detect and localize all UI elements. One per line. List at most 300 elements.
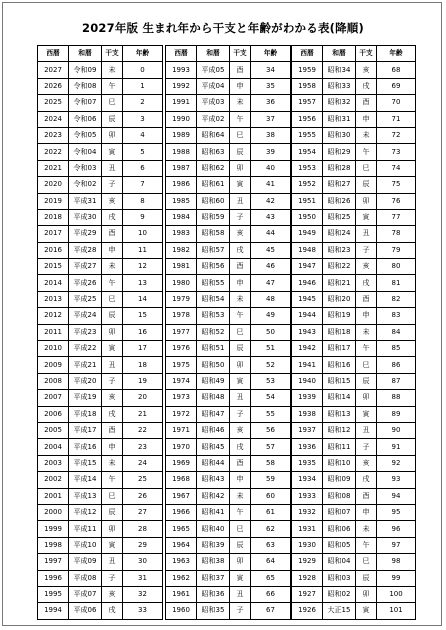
table-row <box>292 521 416 537</box>
eto-cell: 亥 <box>230 226 251 242</box>
header-eto: 干支 <box>356 46 377 62</box>
seireki-cell: 1972 <box>166 406 197 422</box>
wareki-cell: 平成03 <box>197 95 230 111</box>
eto-cell: 寅 <box>102 537 123 553</box>
age-cell: 7 <box>123 177 163 193</box>
table-row <box>166 291 291 307</box>
seireki-cell: 1975 <box>166 357 197 373</box>
table-row <box>292 570 416 586</box>
wareki-cell: 平成14 <box>69 472 102 488</box>
seireki-cell: 2012 <box>38 308 69 324</box>
age-cell: 52 <box>251 357 291 373</box>
age-cell: 92 <box>377 455 416 471</box>
seireki-cell: 1963 <box>166 554 197 570</box>
header-wareki: 和暦 <box>323 46 356 62</box>
eto-cell: 申 <box>356 111 377 127</box>
eto-cell: 酉 <box>102 226 123 242</box>
seireki-cell: 1979 <box>166 291 197 307</box>
age-cell: 46 <box>251 259 291 275</box>
table-row <box>38 406 163 422</box>
seireki-cell: 2008 <box>38 373 69 389</box>
table-row <box>38 439 163 455</box>
table-row <box>292 127 416 143</box>
table-row <box>292 259 416 275</box>
eto-cell: 巳 <box>356 357 377 373</box>
eto-cell: 申 <box>102 439 123 455</box>
age-cell: 31 <box>123 570 163 586</box>
table-row <box>38 554 163 570</box>
seireki-cell: 2011 <box>38 324 69 340</box>
eto-cell: 戌 <box>230 242 251 258</box>
seireki-cell: 1964 <box>166 537 197 553</box>
seireki-cell: 1991 <box>166 95 197 111</box>
wareki-cell: 昭和57 <box>197 242 230 258</box>
seireki-cell: 1980 <box>166 275 197 291</box>
wareki-cell: 昭和51 <box>197 341 230 357</box>
table-row <box>292 603 416 619</box>
age-cell: 72 <box>377 127 416 143</box>
seireki-cell: 1959 <box>292 62 323 78</box>
seireki-cell: 1950 <box>292 209 323 225</box>
header-seireki: 西暦 <box>166 46 197 62</box>
table-row <box>292 554 416 570</box>
table-row <box>292 422 416 438</box>
wareki-cell: 昭和09 <box>323 472 356 488</box>
seireki-cell: 1968 <box>166 472 197 488</box>
eto-cell: 午 <box>356 144 377 160</box>
seireki-cell: 1961 <box>166 586 197 602</box>
wareki-cell: 昭和18 <box>323 324 356 340</box>
age-cell: 13 <box>123 275 163 291</box>
eto-cell: 戌 <box>102 603 123 619</box>
eto-cell: 寅 <box>356 209 377 225</box>
seireki-cell: 1971 <box>166 422 197 438</box>
eto-cell: 卯 <box>356 390 377 406</box>
seireki-cell: 2021 <box>38 160 69 176</box>
wareki-cell: 令和05 <box>69 127 102 143</box>
table-row <box>38 127 163 143</box>
age-cell: 55 <box>251 406 291 422</box>
eto-cell: 丑 <box>102 554 123 570</box>
age-cell: 5 <box>123 144 163 160</box>
table-row <box>292 160 416 176</box>
eto-cell: 午 <box>102 275 123 291</box>
seireki-cell: 1948 <box>292 242 323 258</box>
eto-cell: 卯 <box>230 554 251 570</box>
age-cell: 68 <box>377 62 416 78</box>
wareki-cell: 昭和58 <box>197 226 230 242</box>
eto-cell: 丑 <box>102 160 123 176</box>
header-age: 年齢 <box>251 46 291 62</box>
table-row <box>292 144 416 160</box>
age-cell: 1 <box>123 78 163 94</box>
age-cell: 18 <box>123 357 163 373</box>
eto-cell: 辰 <box>230 537 251 553</box>
wareki-cell: 平成17 <box>69 422 102 438</box>
table-column-3 <box>291 45 416 620</box>
seireki-cell: 2010 <box>38 341 69 357</box>
eto-cell: 未 <box>230 291 251 307</box>
table-row <box>38 455 163 471</box>
table-row <box>166 308 291 324</box>
seireki-cell: 1973 <box>166 390 197 406</box>
eto-cell: 寅 <box>230 373 251 389</box>
eto-cell: 亥 <box>356 62 377 78</box>
age-cell: 80 <box>377 259 416 275</box>
wareki-cell: 平成12 <box>69 504 102 520</box>
seireki-cell: 2017 <box>38 226 69 242</box>
age-cell: 96 <box>377 521 416 537</box>
wareki-cell: 昭和52 <box>197 324 230 340</box>
seireki-cell: 1937 <box>292 422 323 438</box>
table-row <box>166 160 291 176</box>
eto-cell: 未 <box>102 455 123 471</box>
table-row <box>38 357 163 373</box>
age-cell: 97 <box>377 537 416 553</box>
age-cell: 59 <box>251 472 291 488</box>
seireki-cell: 1993 <box>166 62 197 78</box>
eto-cell: 寅 <box>230 177 251 193</box>
seireki-cell: 2002 <box>38 472 69 488</box>
eto-cell: 巳 <box>102 488 123 504</box>
table-row <box>292 324 416 340</box>
age-cell: 71 <box>377 111 416 127</box>
wareki-cell: 平成20 <box>69 373 102 389</box>
seireki-cell: 2001 <box>38 488 69 504</box>
eto-cell: 午 <box>230 308 251 324</box>
age-cell: 99 <box>377 570 416 586</box>
age-cell: 77 <box>377 209 416 225</box>
age-cell: 93 <box>377 472 416 488</box>
table-row <box>292 472 416 488</box>
age-cell: 88 <box>377 390 416 406</box>
wareki-cell: 平成16 <box>69 439 102 455</box>
table-row <box>166 439 291 455</box>
eto-cell: 卯 <box>102 324 123 340</box>
seireki-cell: 1927 <box>292 586 323 602</box>
wareki-cell: 昭和61 <box>197 177 230 193</box>
table-row <box>166 259 291 275</box>
age-cell: 41 <box>251 177 291 193</box>
age-cell: 49 <box>251 308 291 324</box>
seireki-cell: 1983 <box>166 226 197 242</box>
wareki-cell: 平成04 <box>197 78 230 94</box>
wareki-cell: 昭和38 <box>197 554 230 570</box>
age-cell: 26 <box>123 488 163 504</box>
table-row <box>166 406 291 422</box>
eto-cell: 巳 <box>230 324 251 340</box>
seireki-cell: 1938 <box>292 406 323 422</box>
age-cell: 69 <box>377 78 416 94</box>
age-cell: 3 <box>123 111 163 127</box>
seireki-cell: 1947 <box>292 259 323 275</box>
wareki-cell: 平成31 <box>69 193 102 209</box>
wareki-cell: 昭和29 <box>323 144 356 160</box>
wareki-cell: 令和08 <box>69 78 102 94</box>
wareki-cell: 昭和45 <box>197 439 230 455</box>
seireki-cell: 2014 <box>38 275 69 291</box>
age-cell: 20 <box>123 390 163 406</box>
wareki-cell: 平成05 <box>197 62 230 78</box>
age-cell: 4 <box>123 127 163 143</box>
table-column-1 <box>37 45 163 620</box>
table-row <box>38 488 163 504</box>
eto-cell: 子 <box>102 373 123 389</box>
wareki-cell: 昭和15 <box>323 373 356 389</box>
wareki-cell: 平成21 <box>69 357 102 373</box>
age-cell: 38 <box>251 127 291 143</box>
wareki-cell: 昭和28 <box>323 160 356 176</box>
eto-cell: 子 <box>356 242 377 258</box>
age-cell: 61 <box>251 504 291 520</box>
table-row <box>38 472 163 488</box>
wareki-cell: 昭和02 <box>323 586 356 602</box>
eto-cell: 午 <box>356 341 377 357</box>
wareki-cell: 昭和41 <box>197 504 230 520</box>
eto-cell: 寅 <box>356 603 377 619</box>
age-cell: 85 <box>377 341 416 357</box>
wareki-cell: 昭和49 <box>197 373 230 389</box>
seireki-cell: 2023 <box>38 127 69 143</box>
eto-cell: 申 <box>102 242 123 258</box>
wareki-cell: 平成29 <box>69 226 102 242</box>
seireki-cell: 2006 <box>38 406 69 422</box>
eto-cell: 亥 <box>230 422 251 438</box>
table-row <box>38 324 163 340</box>
wareki-cell: 昭和21 <box>323 275 356 291</box>
table-row <box>292 341 416 357</box>
age-cell: 78 <box>377 226 416 242</box>
wareki-cell: 昭和42 <box>197 488 230 504</box>
age-cell: 81 <box>377 275 416 291</box>
seireki-cell: 1946 <box>292 275 323 291</box>
seireki-cell: 1943 <box>292 324 323 340</box>
seireki-cell: 1998 <box>38 537 69 553</box>
eto-cell: 酉 <box>102 422 123 438</box>
table-row <box>292 390 416 406</box>
eto-cell: 亥 <box>102 193 123 209</box>
age-cell: 28 <box>123 521 163 537</box>
wareki-cell: 昭和36 <box>197 586 230 602</box>
table-row <box>292 357 416 373</box>
wareki-cell: 昭和12 <box>323 422 356 438</box>
seireki-cell: 1952 <box>292 177 323 193</box>
eto-cell: 亥 <box>356 455 377 471</box>
wareki-cell: 昭和30 <box>323 127 356 143</box>
wareki-cell: 昭和27 <box>323 177 356 193</box>
seireki-cell: 1986 <box>166 177 197 193</box>
age-cell: 62 <box>251 521 291 537</box>
wareki-cell: 昭和44 <box>197 455 230 471</box>
wareki-cell: 昭和35 <box>197 603 230 619</box>
eto-cell: 卯 <box>230 160 251 176</box>
header-eto: 干支 <box>102 46 123 62</box>
eto-cell: 未 <box>356 521 377 537</box>
eto-cell: 未 <box>356 324 377 340</box>
table-row <box>166 78 291 94</box>
eto-cell: 辰 <box>356 570 377 586</box>
age-cell: 91 <box>377 439 416 455</box>
wareki-cell: 平成11 <box>69 521 102 537</box>
seireki-cell: 1930 <box>292 537 323 553</box>
eto-cell: 未 <box>230 95 251 111</box>
eto-cell: 亥 <box>102 586 123 602</box>
table-row <box>166 242 291 258</box>
eto-cell: 卯 <box>356 586 377 602</box>
table-row <box>38 275 163 291</box>
header-eto: 干支 <box>230 46 251 62</box>
age-cell: 32 <box>123 586 163 602</box>
seireki-cell: 1941 <box>292 357 323 373</box>
age-cell: 34 <box>251 62 291 78</box>
wareki-cell: 昭和24 <box>323 226 356 242</box>
wareki-cell: 平成30 <box>69 209 102 225</box>
age-cell: 76 <box>377 193 416 209</box>
table-row <box>38 521 163 537</box>
age-cell: 66 <box>251 586 291 602</box>
eto-cell: 午 <box>102 78 123 94</box>
table-row <box>38 537 163 553</box>
table-row <box>292 226 416 242</box>
age-cell: 84 <box>377 324 416 340</box>
eto-cell: 申 <box>230 275 251 291</box>
age-cell: 45 <box>251 242 291 258</box>
table-row <box>166 390 291 406</box>
seireki-cell: 2015 <box>38 259 69 275</box>
seireki-cell: 1977 <box>166 324 197 340</box>
seireki-cell: 1962 <box>166 570 197 586</box>
table-row <box>38 193 163 209</box>
eto-cell: 未 <box>356 127 377 143</box>
eto-cell: 卯 <box>356 193 377 209</box>
age-cell: 100 <box>377 586 416 602</box>
wareki-cell: 平成08 <box>69 570 102 586</box>
table-row <box>38 242 163 258</box>
wareki-cell: 昭和10 <box>323 455 356 471</box>
age-cell: 74 <box>377 160 416 176</box>
age-cell: 27 <box>123 504 163 520</box>
age-cell: 16 <box>123 324 163 340</box>
seireki-cell: 1988 <box>166 144 197 160</box>
wareki-cell: 昭和48 <box>197 390 230 406</box>
seireki-cell: 1974 <box>166 373 197 389</box>
seireki-cell: 1944 <box>292 308 323 324</box>
eto-cell: 午 <box>356 537 377 553</box>
header-wareki: 和暦 <box>69 46 102 62</box>
wareki-cell: 昭和13 <box>323 406 356 422</box>
seireki-cell: 1984 <box>166 209 197 225</box>
table-row <box>166 537 291 553</box>
table-row <box>166 275 291 291</box>
eto-cell: 酉 <box>356 95 377 111</box>
eto-cell: 寅 <box>230 570 251 586</box>
wareki-cell: 昭和47 <box>197 406 230 422</box>
eto-cell: 丑 <box>356 226 377 242</box>
eto-cell: 丑 <box>230 390 251 406</box>
age-cell: 35 <box>251 78 291 94</box>
table-row <box>166 455 291 471</box>
seireki-cell: 1970 <box>166 439 197 455</box>
table-row <box>166 62 291 78</box>
wareki-cell: 平成13 <box>69 488 102 504</box>
seireki-cell: 1996 <box>38 570 69 586</box>
eto-cell: 子 <box>230 603 251 619</box>
table-row <box>292 95 416 111</box>
wareki-cell: 昭和05 <box>323 537 356 553</box>
eto-cell: 午 <box>102 472 123 488</box>
eto-cell: 丑 <box>230 193 251 209</box>
table-row <box>38 373 163 389</box>
wareki-cell: 令和07 <box>69 95 102 111</box>
eto-cell: 子 <box>230 209 251 225</box>
age-cell: 33 <box>123 603 163 619</box>
seireki-cell: 2007 <box>38 390 69 406</box>
eto-cell: 子 <box>230 406 251 422</box>
seireki-cell: 1997 <box>38 554 69 570</box>
seireki-cell: 2003 <box>38 455 69 471</box>
table-row <box>292 275 416 291</box>
eto-cell: 戌 <box>356 275 377 291</box>
table-row <box>166 144 291 160</box>
age-cell: 21 <box>123 406 163 422</box>
age-cell: 42 <box>251 193 291 209</box>
seireki-cell: 1935 <box>292 455 323 471</box>
wareki-cell: 昭和07 <box>323 504 356 520</box>
eto-cell: 酉 <box>230 259 251 275</box>
seireki-cell: 1981 <box>166 259 197 275</box>
seireki-cell: 1987 <box>166 160 197 176</box>
eto-cell: 午 <box>230 111 251 127</box>
table-row <box>38 570 163 586</box>
seireki-cell: 1966 <box>166 504 197 520</box>
wareki-cell: 昭和08 <box>323 488 356 504</box>
eto-cell: 戌 <box>102 209 123 225</box>
wareki-cell: 昭和19 <box>323 308 356 324</box>
age-cell: 47 <box>251 275 291 291</box>
age-cell: 23 <box>123 439 163 455</box>
age-cell: 101 <box>377 603 416 619</box>
age-cell: 0 <box>123 62 163 78</box>
table-row <box>166 111 291 127</box>
table-row <box>166 324 291 340</box>
table-row <box>38 308 163 324</box>
age-cell: 22 <box>123 422 163 438</box>
eto-cell: 午 <box>230 504 251 520</box>
wareki-cell: 令和09 <box>69 62 102 78</box>
eto-cell: 卯 <box>102 127 123 143</box>
age-cell: 9 <box>123 209 163 225</box>
table-row <box>292 308 416 324</box>
seireki-cell: 2009 <box>38 357 69 373</box>
table-row <box>38 209 163 225</box>
eto-cell: 辰 <box>102 504 123 520</box>
age-cell: 79 <box>377 242 416 258</box>
wareki-cell: 平成19 <box>69 390 102 406</box>
table-row <box>166 472 291 488</box>
seireki-cell: 1949 <box>292 226 323 242</box>
seireki-cell: 2024 <box>38 111 69 127</box>
wareki-cell: 昭和33 <box>323 78 356 94</box>
eto-cell: 丑 <box>230 586 251 602</box>
wareki-cell: 平成09 <box>69 554 102 570</box>
seireki-cell: 1965 <box>166 521 197 537</box>
seireki-cell: 2018 <box>38 209 69 225</box>
age-cell: 25 <box>123 472 163 488</box>
seireki-cell: 1931 <box>292 521 323 537</box>
age-cell: 58 <box>251 455 291 471</box>
age-cell: 6 <box>123 160 163 176</box>
wareki-cell: 昭和22 <box>323 259 356 275</box>
